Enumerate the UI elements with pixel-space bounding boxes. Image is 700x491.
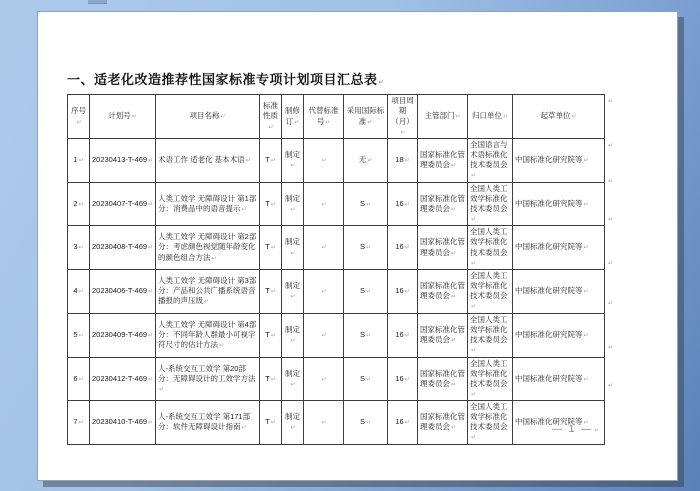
document-page [37, 11, 678, 481]
table-row [68, 357, 605, 401]
end-of-row-mark: ↵ [608, 217, 614, 223]
cell-revision: 制定 ↵ [282, 357, 304, 401]
cell-plan-no: 20230412-T-469 ↵ [90, 357, 156, 401]
cell-nature: T ↵ [260, 226, 282, 270]
header-intl: 采用国际标准 ↵ [344, 95, 388, 139]
cell-intl: S ↵ [344, 182, 388, 226]
cell-nature: T ↵ [260, 313, 282, 357]
cell-dept: 国家标准化管理委员会 ↵ [418, 139, 468, 183]
cell-drafter: 中国标准化研究院等 ↵ [513, 226, 605, 270]
cell-dept: 国家标准化管理委员会 ↵ [418, 226, 468, 270]
cell-period: 16 ↵ [388, 313, 418, 357]
header-nature: 标准性质 ↵ [260, 95, 282, 139]
window-top-notch [88, 0, 107, 4]
cell-replaces [304, 182, 344, 226]
cell-drafter: 中国标准化研究院等 ↵ [513, 270, 605, 314]
header-replaces: 代替标准号 ↵ [304, 95, 344, 139]
cell-intl: 无 ↵ [344, 139, 388, 183]
cell-intl: S ↵ [344, 270, 388, 314]
cell-dept: 国家标准化管理委员会 ↵ [418, 357, 468, 401]
cell-org: 全国人类工效学标准化技术委员会 ↵ [468, 313, 513, 357]
cell-replaces [304, 226, 344, 270]
cell-no: 1 ↵ [68, 139, 90, 183]
cell-drafter: 中国标准化研究院等 ↵ [513, 139, 605, 183]
table-header-row [68, 95, 605, 139]
cell-no: 6 ↵ [68, 357, 90, 401]
cell-revision: 制定 ↵ [282, 139, 304, 183]
cell-intl: S ↵ [344, 226, 388, 270]
end-of-row-mark: ↵ [608, 143, 614, 149]
cell-plan-no: 20230408-T-469 ↵ [90, 226, 156, 270]
header-period: 项目周期（月） ↵ [388, 95, 418, 139]
table-row [68, 313, 605, 357]
cell-period: 16 ↵ [388, 182, 418, 226]
cell-revision: 制定 ↵ [282, 182, 304, 226]
table-row [68, 270, 605, 314]
cell-org: 全国语言与术语标准化技术委员会 ↵ [468, 139, 513, 183]
cell-nature: T ↵ [260, 357, 282, 401]
cell-plan-no: 20230413-T-469 ↵ [90, 139, 156, 183]
cell-dept: 国家标准化管理委员会 ↵ [418, 313, 468, 357]
cell-name: 人类工效学 无障碍设计 第3部分：产品和公共广播系统语音播报的声压级 ↵ [156, 270, 260, 314]
cell-nature: T ↵ [260, 139, 282, 183]
table-row [68, 401, 605, 445]
cell-name: 人-系统交互工效学 第171部分：软件无障碍设计指南 ↵ [156, 401, 260, 445]
cell-org: 全国人类工效学标准化技术委员会 ↵ [468, 270, 513, 314]
cell-org: 全国人类工效学标准化技术委员会 ↵ [468, 226, 513, 270]
cell-intl: S ↵ [344, 313, 388, 357]
header-no: 序号 ↵ [68, 95, 90, 139]
cell-org: 全国人类工效学标准化技术委员会 ↵ [468, 182, 513, 226]
page-number: — 1 — ↵ [552, 424, 601, 435]
cell-dept: 国家标准化管理委员会 ↵ [418, 401, 468, 445]
cell-name: 术语工作 适老化 基本术语 ↵ [156, 139, 260, 183]
table-row [68, 139, 605, 183]
cell-revision: 制定 ↵ [282, 401, 304, 445]
cell-dept: 国家标准化管理委员会 ↵ [418, 270, 468, 314]
cell-no: 7 ↵ [68, 401, 90, 445]
header-plan-no: 计划号 ↵ [90, 95, 156, 139]
cell-dept: 国家标准化管理委员会 ↵ [418, 182, 468, 226]
end-of-row-mark: ↵ [608, 179, 614, 185]
header-dept: 主管部门 ↵ [418, 95, 468, 139]
end-of-row-mark: ↵ [608, 345, 614, 351]
cell-intl: S ↵ [344, 357, 388, 401]
header-drafter: 起草单位 ↵ [513, 95, 605, 139]
cell-intl: S ↵ [344, 401, 388, 445]
cell-plan-no: 20230406-T-469 ↵ [90, 270, 156, 314]
cell-name: 人类工效学 无障碍设计 第1部分：消费品中的语音提示 ↵ [156, 182, 260, 226]
end-of-row-mark: ↵ [608, 261, 614, 267]
cell-replaces [304, 313, 344, 357]
cell-name: 人-系统交互工效学 第20部分：无障碍设计的工效学方法 ↵ [156, 357, 260, 401]
table-row [68, 226, 605, 270]
cell-replaces [304, 139, 344, 183]
cell-no: 2 ↵ [68, 182, 90, 226]
table-row [68, 182, 605, 226]
cell-no: 3 ↵ [68, 226, 90, 270]
header-revision: 制修订 ↵ [282, 95, 304, 139]
cell-drafter: 中国标准化研究院等 ↵ [513, 357, 605, 401]
cell-period: 18 ↵ [388, 139, 418, 183]
cell-org: 全国人类工效学标准化技术委员会 ↵ [468, 401, 513, 445]
cell-nature: T ↵ [260, 401, 282, 445]
cell-period: 16 ↵ [388, 401, 418, 445]
cell-replaces [304, 270, 344, 314]
cell-plan-no: 20230410-T-469 ↵ [90, 401, 156, 445]
end-of-row-mark: ↵ [608, 99, 614, 105]
cell-plan-no: 20230409-T-469 ↵ [90, 313, 156, 357]
cell-plan-no: 20230407-T-469 ↵ [90, 182, 156, 226]
header-org: 归口单位 ↵ [468, 95, 513, 139]
cell-drafter: 中国标准化研究院等 ↵ [513, 313, 605, 357]
cell-revision: 制定 ↵ [282, 313, 304, 357]
cell-org: 全国人类工效学标准化技术委员会 ↵ [468, 357, 513, 401]
cell-replaces [304, 357, 344, 401]
cell-name: 人类工效学 无障碍设计 第4部分：不同年龄人群最小可视字符尺寸的估计方法 ↵ [156, 313, 260, 357]
cell-nature: T ↵ [260, 182, 282, 226]
end-of-row-mark: ↵ [608, 301, 614, 307]
cell-period: 16 ↵ [388, 270, 418, 314]
cell-drafter: 中国标准化研究院等 ↵ [513, 182, 605, 226]
cell-nature: T ↵ [260, 270, 282, 314]
header-name: 项目名称 ↵ [156, 95, 260, 139]
projects-table [67, 94, 605, 445]
cell-revision: 制定 ↵ [282, 226, 304, 270]
cell-period: 16 ↵ [388, 357, 418, 401]
cell-name: 人类工效学 无障碍设计 第2部分：考虑颜色视觉随年龄变化的颜色组合方法 ↵ [156, 226, 260, 270]
page-title: 一、适老化改造推荐性国家标准专项计划项目汇总表 ↵ [67, 69, 384, 88]
cell-drafter: 中国标准化研究院等 ↵ [513, 401, 605, 445]
end-of-row-mark: ↵ [608, 383, 614, 389]
cell-period: 16 ↵ [388, 226, 418, 270]
cell-revision: 制定 ↵ [282, 270, 304, 314]
cell-replaces [304, 401, 344, 445]
cell-no: 4 ↵ [68, 270, 90, 314]
cell-no: 5 ↵ [68, 313, 90, 357]
